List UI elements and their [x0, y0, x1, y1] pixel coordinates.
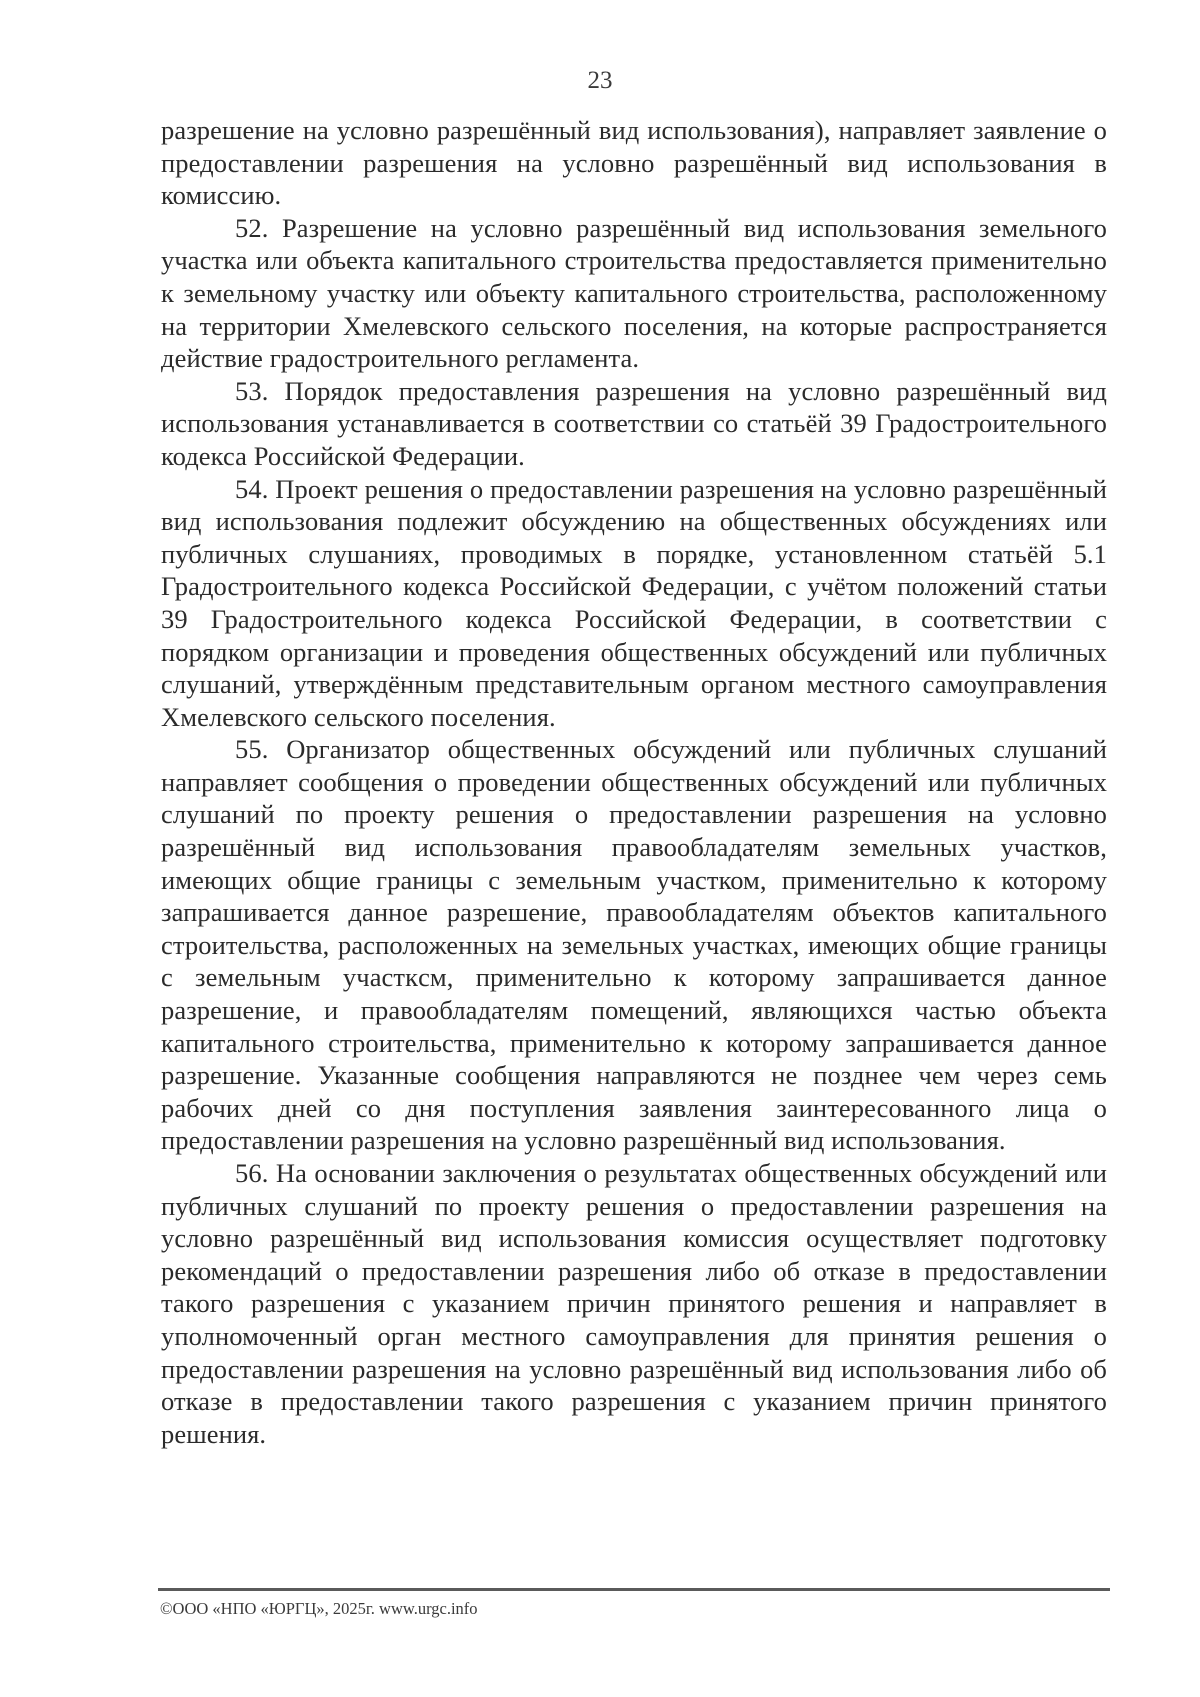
paragraph-53: 53. Порядок предоставления разрешения на условно разрешённый вид использования устанавливается в соответствии со статьёй 39 Градостроительного кодекса Российской Федерации. — [161, 375, 1107, 471]
paragraph-55: 55. Организатор общественных обсуждений или публичных слушаний направляет сообщения о проведении общественных обсуждений или публичных слушаний по проекту решения о предоставлении разрешения на условно разрешённый вид использования правообладателям земельных участков, имеющих общие границы с земельным участком, применительно к которому запрашивается данное разрешение, правообладателям объектов капитального строительства, расположенных на земельных участках, имеющих общие границы с земельным участкcм, применительно к которому запрашивается данное разрешение, и правообладателям помещений, являющихся частью объекта капитального строительства, применительно к которому запрашивается данное разрешение. Указанные сообщения направляются не позднее чем через семь рабочих дней со дня поступления заявления заинтересованного лица о предоставлении разрешения на условно разрешённый вид использования. — [161, 734, 1107, 1156]
paragraph-54: 54. Проект решения о предоставлении разрешения на условно разрешённый вид использования подлежит обсуждению на общественных обсуждениях или публичных слушаниях, проводимых в порядке, установленном статьёй 5.1 Градостроительного кодекса Российской Федерации, с учётом положений статьи 39 Градостроительного кодекса Российской Федерации, в соответствии с порядком организации и проведения общественных обсуждений или публичных слушаний, утверждённым представительным органом местного самоуправления Хмелевского сельского поселения. — [161, 473, 1107, 732]
document-body — [161, 114, 1107, 1450]
page-number: 23 — [587, 67, 613, 94]
footer-copyright: ©ООО «НПО «ЮРГЦ», 2025г. www.urgc.info — [160, 1599, 478, 1618]
paragraph-52: 52. Разрешение на условно разрешённый вид использования земельного участка или объекта капитального строительства предоставляется применительно к земельному участку или объекту капитального строительства, расположенному на территории Хмелевского сельского поселения, на которые распространяется действие градостроительного регламента. — [161, 212, 1107, 374]
paragraph-56: 56. На основании заключения о результатах общественных обсуждений или публичных слушаний по проекту решения о предоставлении разрешения на условно разрешённый вид использования комиссия осуществляет подготовку рекомендаций о предоставлении разрешения либо об отказе в предоставлении такого разрешения с указанием причин принятого решения и направляет в уполномоченный орган местного самоуправления для принятия решения о предоставлении разрешения на условно разрешённый вид использования либо об отказе в предоставлении такого разрешения с указанием причин принятого решения. — [161, 1158, 1107, 1449]
continuation-paragraph: разрешение на условно разрешённый вид использования), направляет заявление о предоставлении разрешения на условно разрешённый вид использования в комиссию. — [161, 115, 1107, 211]
footer-divider — [158, 1588, 1110, 1591]
